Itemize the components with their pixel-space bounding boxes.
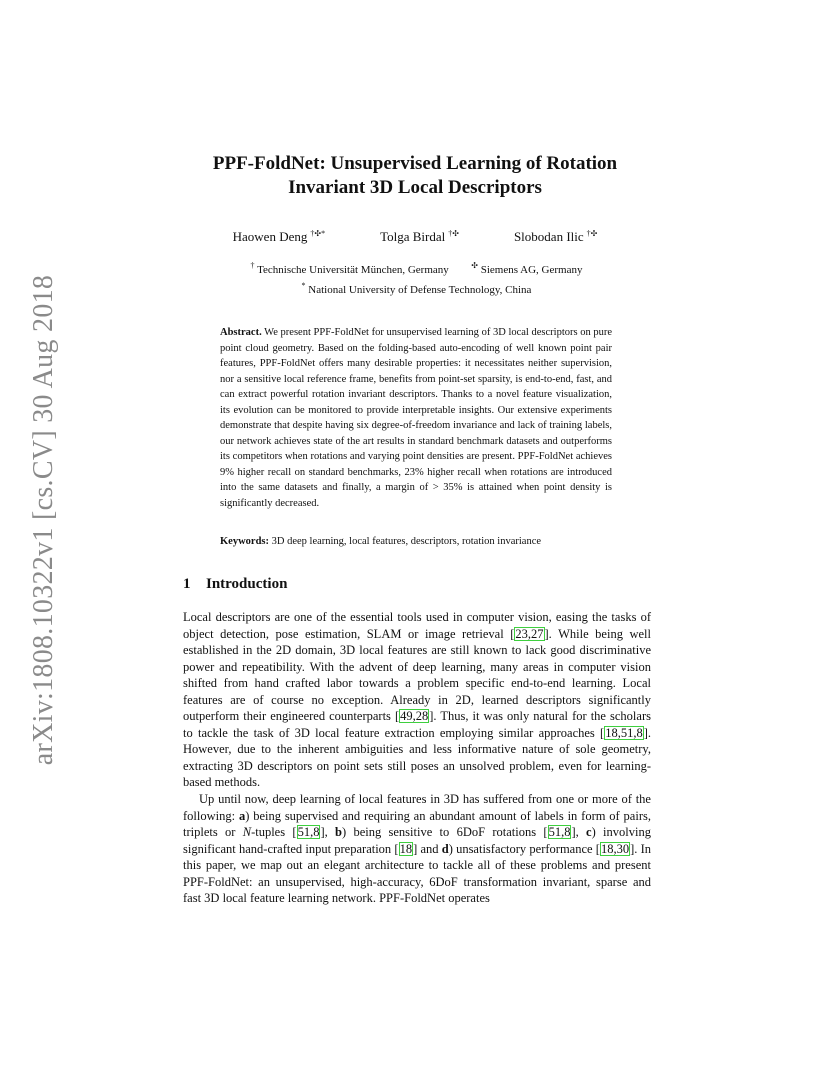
section-number: 1 [183,576,191,592]
keywords-label: Keywords: [220,536,269,547]
keywords [220,534,612,549]
paragraph-1: Local descriptors are one of the essential tools used in computer vision, easing the tasks of object detection, pose estimation, SLAM or image retrieval [23,27]. While being well established in the 2D domain, 3D local features are still known to lack good discriminative power and repeatibility. With the advent of deep learning, many areas in computer vision shifted from hand crafted labor towards a problem specific end-to-end learning. Local features are of course no exception. Already in 2D, learned descriptors significantly outperform their engineered counterparts [49,28]. Thus, it was only natural for the scholars to tackle the task of 3D local feature extraction employing similar approaches [18,51,8]. However, due to the inherent ambiguities and less informative nature of sole geometry, extracting 3D descriptors on point sets still poses an unsolved problem, even for learning-based methods. [183,610,652,790]
title-line-1: PPF-FoldNet: Unsupervised Learning of Rotation [212,153,618,174]
paragraph-2: Up until now, deep learning of local features in 3D has suffered from one or more of the following: a) being supervised and requiring an abundant amount of labels in form of pairs, triplets or N-tuples [51,8], b) being sensitive to 6DoF rotations [51,8], c) involving significant hand-crafted input preparation [18] and d) unsatisfactory performance [18,30]. In this paper, we map out an elegant architecture to tackle all of these problems and present PPF-FoldNet: an unsupervised, high-accuracy, 6DoF transformation invariant, sparse and fast 3D local feature learning network. PPF-FoldNet operates [183,792,651,906]
affiliations: † Technische Universität München, Germany ✣ Siemens AG, Germany * National University of Defense Technology, China [250,261,583,296]
citation-link[interactable]: 18,30 [600,841,630,856]
abstract [220,325,612,512]
author-list [150,229,680,245]
paper-title [150,152,680,200]
affiliation-siemens: Siemens AG, Germany [480,264,583,276]
citation-link[interactable]: 51,8 [548,825,571,840]
affiliation-nudt: National University of Defense Technology, China [308,284,532,296]
body-text [183,609,651,907]
abstract-label: Abstract. [220,327,262,338]
title-line-2: Invariant 3D Local Descriptors [288,177,542,198]
author: Slobodan Ilic †✣ [513,229,598,244]
keywords-text: 3D deep learning, local features, descriptors, rotation invariance [271,536,542,547]
abstract-text: We present PPF-FoldNet for unsupervised learning of 3D local descriptors on pure point cloud geometry. Based on the folding-based auto-encoding of well known point pair features, PPF-FoldNet offers many desirable properties: it necessitates neither supervision, nor a sensitive local reference frame, benefits from point-set sparsity, is end-to-end, fast, and can extract powerful rotation invariant descriptors. Thanks to a novel feature visualization, its evolution can be monitored to provide interpretable insights. Our extensive experiments demonstrate that despite having six degree-of-freedom invariance and lack of training labels, our network achieves state of the art results in standard benchmark datasets and outperforms its competitors when rotations and varying point densities are present. PPF-FoldNet achieves 9% higher recall on standard benchmarks, 23% higher recall when rotations are introduced into the same datasets and finally, a margin of > 35% is attained when point density is significantly decreased. [220,327,613,510]
citation-link[interactable]: 49,28 [400,709,429,724]
citation-link[interactable]: 23,27 [515,626,544,641]
citation-link[interactable]: 18,51,8 [605,725,643,740]
author: Tolga Birdal †✣ [380,229,459,244]
affiliation-tum: Technische Universität München, Germany [257,264,449,276]
citation-link[interactable]: 18 [399,841,413,856]
author: Haowen Deng †✣* [232,229,326,244]
section-title: Introduction [206,576,288,592]
section-heading [183,576,287,593]
citation-link[interactable]: 51,8 [297,825,320,840]
arxiv-identifier: arXiv:1808.10322v1 [cs.CV] 30 Aug 2018 [28,274,59,766]
